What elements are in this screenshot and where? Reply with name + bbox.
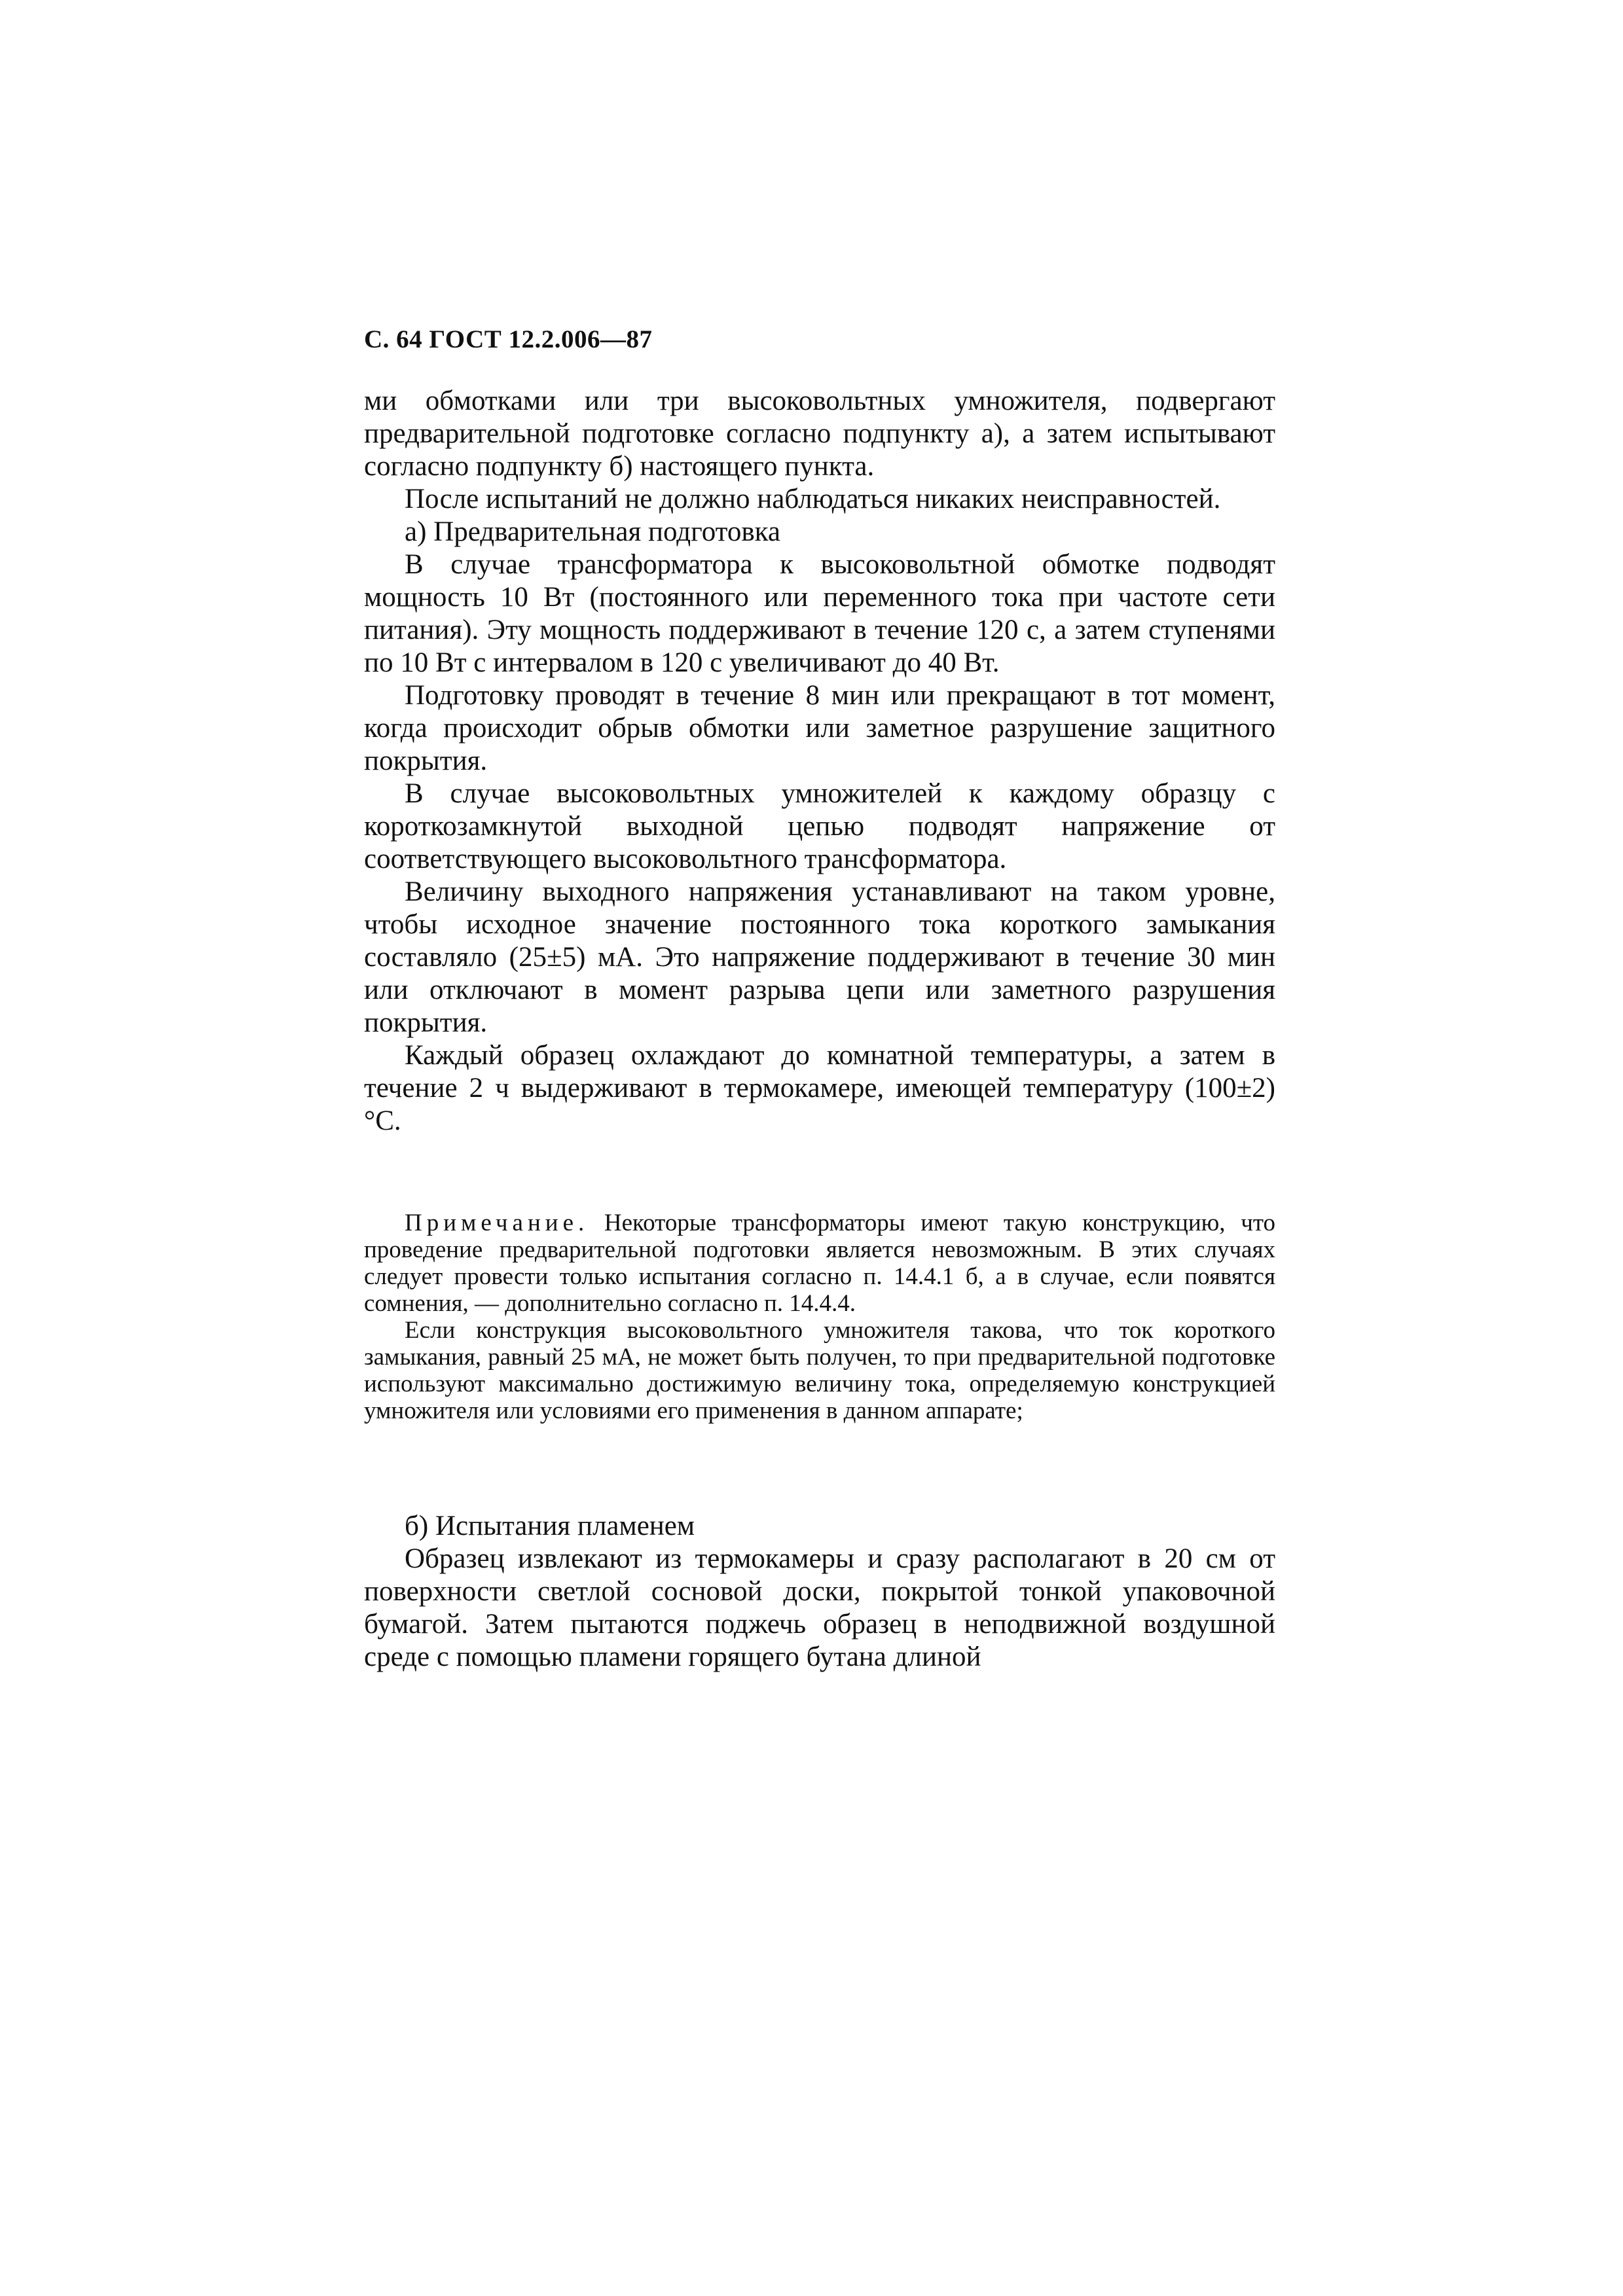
main-text-block — [364, 385, 1275, 1138]
note-label: Примечание. — [405, 1210, 589, 1236]
subsection-heading-b: б) Испытания пламенем — [405, 1511, 695, 1541]
section-b-block — [364, 1510, 1275, 1674]
paragraph-duration: Подготовку проводят в течение 8 мин или прекращают в тот момент, когда происходит обрыв обмотки или заметное разрушение защитного покрытия. — [364, 680, 1275, 776]
paragraph-continuation: ми обмотками или три высоковольтных умножителя, подвергают предварительной подготовке согласно подпункту а), а затем испытывают согласно подпункту б) настоящего пункта. — [364, 386, 1275, 482]
page-header: С. 64 ГОСТ 12.2.006—87 — [364, 325, 653, 353]
note-paragraph-2: Если конструкция высоковольтного умножителя такова, что ток короткого замыкания, равный 25 мА, не может быть получен, то при предварительной подготовке используют максимально достижимую величину тока, определяемую конструкцией умножителя или условиями его применения в данном аппарате; — [364, 1317, 1275, 1424]
note-paragraph-1 — [364, 1210, 1275, 1317]
note-block — [364, 1210, 1275, 1424]
paragraph-voltage: Величину выходного напряжения устанавливают на таком уровне, чтобы исходное значение постоянного тока короткого замыкания составляло (25±5) мА. Это напряжение поддерживают в течение 30 мин или отключают в момент разрыва цепи или заметного разрушения покрытия. — [364, 876, 1275, 1038]
paragraph-flame: Образец извлекают из термокамеры и сразу располагают в 20 см от поверхности светлой сосновой доски, покрытой тонкой упаковочной бумагой. Затем пытаются поджечь образец в неподвижной воздушной среде с помощью пламени горящего бутана длиной — [364, 1543, 1275, 1672]
note-text-1: Некоторые трансформаторы имеют такую конструкцию, что проведение предварительной подготовки является невозможным. В этих случаях следует провести только испытания согласно п. 14.4.1 б, а в случае, если появятся сомнения, — дополнительно согласно п. 14.4.4. — [364, 1210, 1275, 1317]
paragraph-cooling: Каждый образец охлаждают до комнатной температуры, а затем в течение 2 ч выдерживают в термокамере, имеющей температуру (100±2) °С. — [364, 1040, 1275, 1136]
subsection-heading-a: а) Предварительная подготовка — [405, 516, 781, 547]
paragraph-multipliers: В случае высоковольтных умножителей к каждому образцу с короткозамкнутой выходной цепью подводят напряжение от соответствующего высоковольтного трансформатора. — [364, 778, 1275, 874]
paragraph-transformer: В случае трансформатора к высоковольтной обмотке подводят мощность 10 Вт (постоянного или переменного тока при частоте сети питания). Эту мощность поддерживают в течение 120 с, а затем ступенями по 10 Вт с интервалом в 120 с увеличивают до 40 Вт. — [364, 549, 1275, 678]
paragraph-after-tests: После испытаний не должно наблюдаться никаких неисправностей. — [405, 484, 1221, 514]
